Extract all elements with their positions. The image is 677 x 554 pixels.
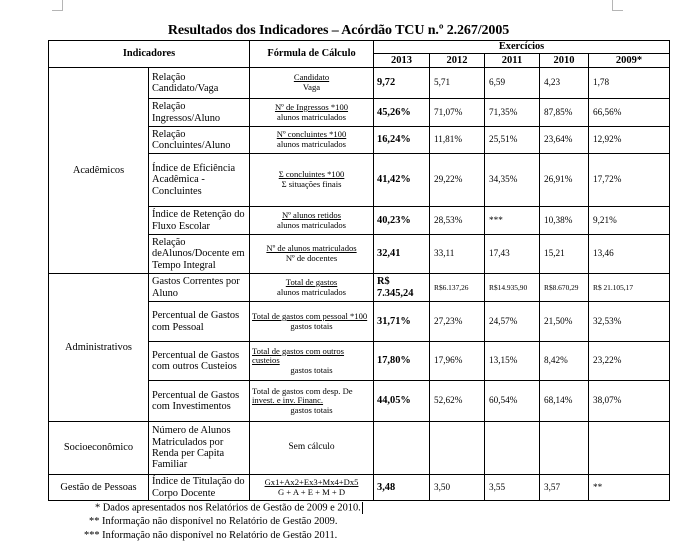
value-2010: R$8.670,29	[540, 274, 589, 302]
value-2013: 32,41	[374, 235, 430, 274]
value-2010	[540, 422, 589, 475]
value-2010: 15,21	[540, 235, 589, 274]
value-2011: 25,51%	[485, 127, 540, 154]
value-2013: 3,48	[374, 475, 430, 501]
group-gestao-de-pessoas: Gestão de Pessoas	[49, 475, 149, 501]
value-2011: 24,57%	[485, 302, 540, 342]
value-2010: 21,50%	[540, 302, 589, 342]
value-2009: R$ 21.105,17	[589, 274, 670, 302]
value-2012	[430, 422, 485, 475]
formula-numerator: Total de gastos com pessoal *100	[252, 310, 368, 321]
formula-numerator: Nº alunos retidos	[282, 209, 342, 220]
indicator-name: Relação Ingressos/Aluno	[149, 99, 250, 127]
text-cursor	[362, 502, 363, 514]
formula-numerator: Nº concluintes *100	[276, 129, 347, 140]
indicator-name: Índice de Titulação do Corpo Docente	[149, 475, 250, 501]
formula-denominator: Nº de docentes	[285, 253, 338, 263]
value-2012: 5,71	[430, 68, 485, 99]
indicator-name: Número de Alunos Matriculados por Renda per Capita Familiar	[149, 422, 250, 475]
footnote: ** Informação não disponível no Relatório de Gestão 2009.	[89, 516, 338, 527]
value-2009: 38,07%	[589, 381, 670, 422]
formula-cell	[250, 475, 374, 501]
value-2011: 3,55	[485, 475, 540, 501]
value-2010: 8,42%	[540, 342, 589, 381]
formula-cell	[250, 302, 374, 342]
value-2012: 17,96%	[430, 342, 485, 381]
group-administrativos: Administrativos	[49, 274, 149, 422]
indicator-name: Percentual de Gastos com outros Custeios	[149, 342, 250, 381]
formula-numerator: Candidato	[293, 72, 330, 83]
formula-denominator: alunos matriculados	[277, 111, 346, 122]
value-2013: 40,23%	[374, 207, 430, 235]
formula-numerator: Nº de Ingressos *100	[274, 101, 349, 112]
value-2011: ***	[485, 207, 540, 235]
formula-denominator: alunos matriculados	[277, 219, 346, 230]
value-2013: 9,72	[374, 68, 430, 99]
header-year: 2011	[485, 54, 540, 68]
value-2013: 41,42%	[374, 154, 430, 207]
header-year: 2012	[430, 54, 485, 68]
indicators-table	[48, 40, 670, 501]
formula-cell	[250, 381, 374, 422]
formula-denominator: G + A + E + M + D	[277, 486, 346, 497]
value-2013: 16,24%	[374, 127, 430, 154]
footnote: *** Informação não disponível no Relatório de Gestão 2011.	[84, 530, 338, 541]
value-2010: 3,57	[540, 475, 589, 501]
group-academicos: Acadêmicos	[49, 68, 149, 274]
formula-denominator: Σ situações finais	[281, 179, 342, 189]
value-2012: 33,11	[430, 235, 485, 274]
value-2009: **	[589, 475, 670, 501]
header-year: 2009*	[589, 54, 670, 68]
value-2009: 1,78	[589, 68, 670, 99]
table-row	[49, 422, 670, 475]
value-2012: 71,07%	[430, 99, 485, 127]
value-2012: 29,22%	[430, 154, 485, 207]
value-2013: 31,71%	[374, 302, 430, 342]
value-2009	[589, 422, 670, 475]
footnote-text: * Dados apresentados nos Relatórios de Gestão de 2009 e 2010.	[95, 502, 361, 514]
formula-numerator: Nº de alunos matriculados	[266, 243, 357, 254]
indicator-name: Relação deAlunos/Docente em Tempo Integral	[149, 235, 250, 274]
header-row-1	[49, 41, 670, 54]
value-2010: 68,14%	[540, 381, 589, 422]
formula-denominator: gastos totais	[290, 364, 333, 375]
value-2011: 34,35%	[485, 154, 540, 207]
value-2012: 52,62%	[430, 381, 485, 422]
value-2012: 27,23%	[430, 302, 485, 342]
indicator-name: Relação Concluintes/Aluno	[149, 127, 250, 154]
value-2011: 13,15%	[485, 342, 540, 381]
indicator-name: Índice de Retenção do Fluxo Escolar	[149, 207, 250, 235]
value-2009: 12,92%	[589, 127, 670, 154]
value-2012: 3,50	[430, 475, 485, 501]
value-2009: 66,56%	[589, 99, 670, 127]
formula-numerator: Gx1+Ax2+Ex3+Mx4+Dx5	[264, 476, 359, 487]
value-2013: R$ 7.345,24	[374, 274, 430, 302]
value-2013	[374, 422, 430, 475]
formula-cell: Sem cálculo	[250, 422, 374, 475]
value-2009: 9,21%	[589, 207, 670, 235]
header-formula: Fórmula de Cálculo	[250, 41, 374, 68]
value-2011: 71,35%	[485, 99, 540, 127]
value-2009: 23,22%	[589, 342, 670, 381]
table-row	[49, 475, 670, 501]
value-2012: 11,81%	[430, 127, 485, 154]
footnote	[95, 502, 363, 514]
value-2010: 4,23	[540, 68, 589, 99]
value-2013: 45,26%	[374, 99, 430, 127]
value-2011: 17,43	[485, 235, 540, 274]
value-2010: 26,91%	[540, 154, 589, 207]
formula-denominator: alunos matriculados	[277, 139, 346, 149]
indicator-name: Gastos Correntes por Aluno	[149, 274, 250, 302]
value-2012: 28,53%	[430, 207, 485, 235]
formula-denominator: Vaga	[302, 82, 321, 92]
indicator-name: Percentual de Gastos com Investimentos	[149, 381, 250, 422]
header-exercicios: Exercícios	[374, 41, 670, 54]
formula-prefix: Total de gastos com desp. De	[252, 385, 353, 396]
table-row	[49, 68, 670, 99]
value-2009: 17,72%	[589, 154, 670, 207]
value-2013: 44,05%	[374, 381, 430, 422]
indicator-name: Relação Candidato/Vaga	[149, 68, 250, 99]
value-2009: 13,46	[589, 235, 670, 274]
formula-denominator: gastos totais	[290, 404, 333, 415]
header-indicadores: Indicadores	[49, 41, 250, 68]
value-2011: 6,59	[485, 68, 540, 99]
value-2009: 32,53%	[589, 302, 670, 342]
group-socioeconomico: Socioeconômico	[49, 422, 149, 475]
value-2011: R$14.935,90	[485, 274, 540, 302]
formula-cell	[250, 207, 374, 235]
value-2011	[485, 422, 540, 475]
value-2012: R$6.137,26	[430, 274, 485, 302]
value-2013: 17,80%	[374, 342, 430, 381]
formula-cell	[250, 154, 374, 207]
formula-cell	[250, 342, 374, 381]
formula-cell	[250, 274, 374, 302]
header-year: 2013	[374, 54, 430, 68]
indicator-name: Índice de Eficiência Acadêmica - Concluintes	[149, 154, 250, 207]
formula-numerator: Total de gastos com outros custeios	[252, 345, 345, 366]
formula-denominator: gastos totais	[290, 320, 333, 331]
header-year: 2010	[540, 54, 589, 68]
formula-cell	[250, 127, 374, 154]
formula-numerator: invest. e inv. Financ.	[252, 395, 324, 406]
formula-numerator: Σ concluintes *100	[278, 169, 345, 180]
formula-denominator: alunos matriculados	[277, 286, 346, 297]
indicator-name: Percentual de Gastos com Pessoal	[149, 302, 250, 342]
value-2011: 60,54%	[485, 381, 540, 422]
formula-numerator: Total de gastos	[285, 276, 338, 287]
formula-cell	[250, 235, 374, 274]
page-corner-mark-right	[612, 0, 623, 11]
table-row	[49, 274, 670, 302]
value-2010: 23,64%	[540, 127, 589, 154]
formula-cell	[250, 68, 374, 99]
document-title: Resultados dos Indicadores – Acórdão TCU n.º 2.267/2005	[167, 23, 510, 38]
value-2010: 87,85%	[540, 99, 589, 127]
page-corner-mark-left	[52, 0, 63, 11]
formula-cell	[250, 99, 374, 127]
value-2010: 10,38%	[540, 207, 589, 235]
